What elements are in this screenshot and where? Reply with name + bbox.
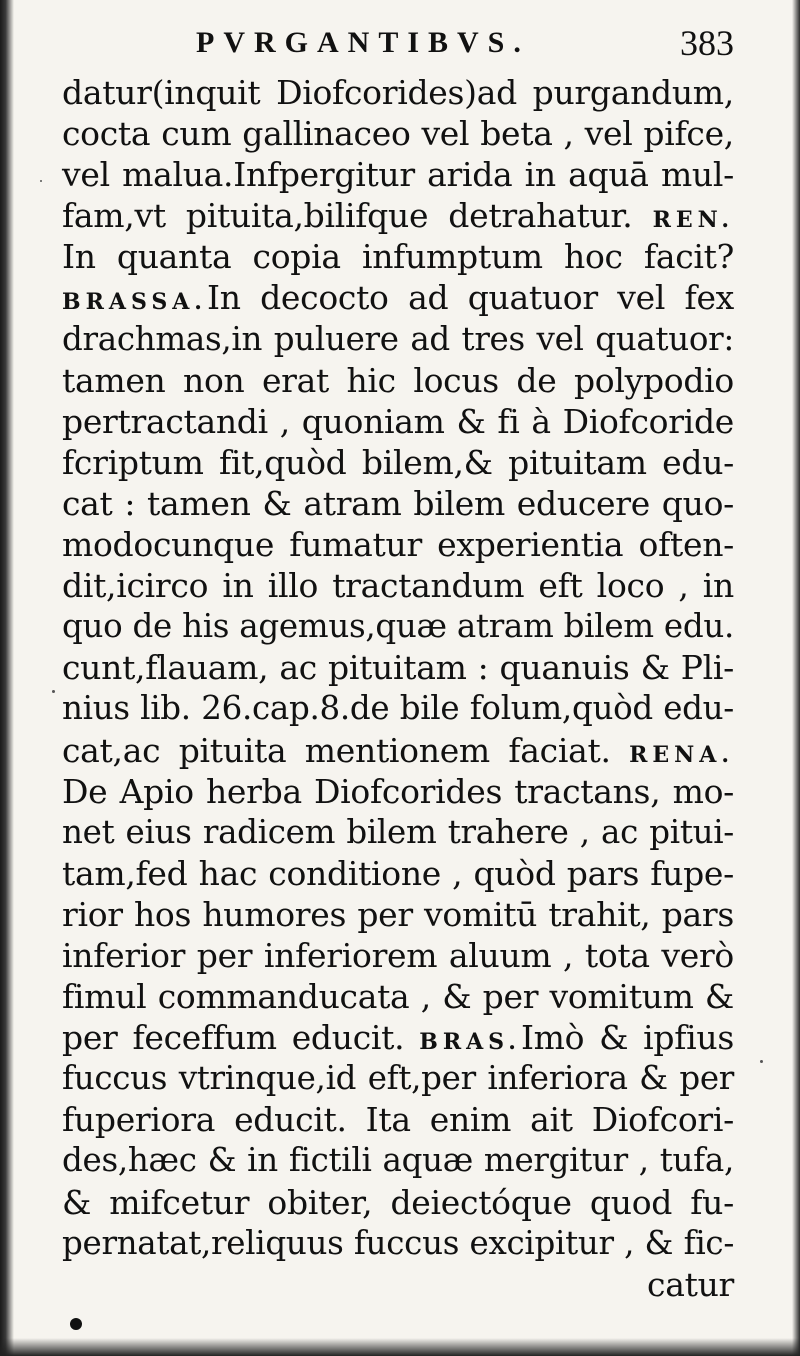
text-line bbox=[62, 195, 734, 236]
line-text: fuccus vtrinque,id eft,per inferiora & per bbox=[62, 1059, 734, 1098]
text-line bbox=[62, 360, 734, 401]
text-line bbox=[62, 1058, 734, 1099]
line-text: quo de his agemus,quæ atram bilem edu. bbox=[62, 607, 734, 646]
line-text: cat,ac pituita mentionem faciat. bbox=[62, 730, 630, 770]
line-text: fuperiora educit. Ita enim ait Diofcori- bbox=[62, 1100, 734, 1140]
scan-edge-bottom bbox=[0, 1338, 800, 1356]
text-line bbox=[62, 976, 734, 1017]
scan-speck bbox=[52, 690, 55, 693]
text-line bbox=[62, 812, 734, 853]
line-text: pertractandi , quoniam & fi à Diofcoride bbox=[62, 401, 734, 441]
speaker-label: REN. bbox=[652, 207, 734, 234]
scan-speck bbox=[40, 180, 42, 182]
scan-speck bbox=[760, 1060, 763, 1063]
scan-edge-right bbox=[792, 0, 800, 1356]
speaker-label: BRAS. bbox=[419, 1029, 521, 1056]
text-line bbox=[62, 1182, 734, 1223]
line-text: net eius radicem bilem trahere , ac pitui- bbox=[62, 812, 734, 851]
line-text: vel malua.Infpergitur arida in aquā mul- bbox=[62, 155, 734, 195]
line-text: Imò & ipfius bbox=[520, 1018, 734, 1058]
text-line bbox=[62, 1017, 734, 1058]
text-line bbox=[62, 730, 734, 771]
text-line bbox=[62, 236, 734, 277]
text-line bbox=[62, 524, 734, 565]
speaker-label: BRASSA. bbox=[62, 289, 207, 316]
line-text: modocunque fumatur experientia often- bbox=[62, 525, 734, 565]
text-line bbox=[62, 1099, 734, 1140]
page-number: 383 bbox=[680, 23, 734, 63]
text-line bbox=[62, 277, 734, 318]
body-text bbox=[62, 72, 734, 1305]
line-text: nius lib. 26.cap.8.de bile folum,quòd edu- bbox=[62, 689, 734, 728]
text-line bbox=[62, 647, 734, 688]
ink-blot bbox=[70, 1318, 82, 1330]
line-text: tam,fed hac conditione , quòd pars fupe- bbox=[62, 853, 734, 893]
text-line bbox=[62, 688, 734, 729]
text-line bbox=[62, 72, 734, 113]
line-text: fcriptum fit,quòd bilem,& pituitam edu- bbox=[62, 442, 734, 482]
scan-edge-left bbox=[0, 0, 14, 1356]
line-text: inferior per inferiorem aluum , tota verò bbox=[62, 935, 734, 975]
text-line bbox=[62, 1223, 734, 1264]
text-line bbox=[62, 1264, 734, 1305]
line-text: De Apio herba Diofcorides tractans, mo- bbox=[62, 771, 734, 811]
text-line bbox=[62, 565, 734, 606]
speaker-label: RENA. bbox=[629, 741, 734, 768]
text-line bbox=[62, 113, 734, 154]
line-text: tamen non erat hic locus de polypodio bbox=[62, 360, 734, 400]
text-line bbox=[62, 401, 734, 442]
text-line bbox=[62, 154, 734, 195]
line-text: In decocto ad quatuor vel fex bbox=[206, 278, 734, 318]
running-head: PVRGANTIBVS. bbox=[196, 26, 530, 59]
line-text: cocta cum gallinaceo vel beta , vel pifce, bbox=[62, 114, 734, 154]
line-text: pernatat,reliquus fuccus excipitur , & fic- bbox=[62, 1223, 734, 1262]
line-text: catur bbox=[647, 1264, 734, 1304]
line-text: fimul commanducata , & per vomitum & bbox=[62, 977, 734, 1017]
line-text: cat : tamen & atram bilem educere quo- bbox=[62, 483, 734, 523]
text-line bbox=[62, 771, 734, 812]
text-line bbox=[62, 319, 734, 360]
line-text: per feceffum educit. bbox=[62, 1018, 420, 1058]
text-line bbox=[62, 853, 734, 894]
line-text: des,hæc & in fictili aquæ mergitur , tufa, bbox=[62, 1141, 734, 1180]
line-text: datur(inquit Diofcorides)ad purgandum, bbox=[62, 73, 734, 112]
text-line bbox=[62, 1140, 734, 1181]
line-text: cunt,flauam, ac pituitam : quanuis & Pli- bbox=[62, 648, 734, 688]
text-line bbox=[62, 442, 734, 483]
text-line bbox=[62, 935, 734, 976]
line-text: fam,vt pituita,bilifque detrahatur. bbox=[62, 196, 653, 236]
text-line bbox=[62, 483, 734, 524]
line-text: & mifcetur obiter, deiectóque quod fu- bbox=[62, 1182, 734, 1222]
line-text: rior hos humores per vomitū trahit, pars bbox=[62, 894, 734, 934]
line-text: dit,icirco in illo tractandum eft loco , in bbox=[62, 566, 734, 606]
line-text: In quanta copia infumptum hoc facit? bbox=[62, 237, 734, 277]
line-text: drachmas,in puluere ad tres vel quatuor: bbox=[62, 319, 734, 358]
text-line bbox=[62, 894, 734, 935]
page-header bbox=[0, 20, 800, 70]
text-line bbox=[62, 606, 734, 647]
